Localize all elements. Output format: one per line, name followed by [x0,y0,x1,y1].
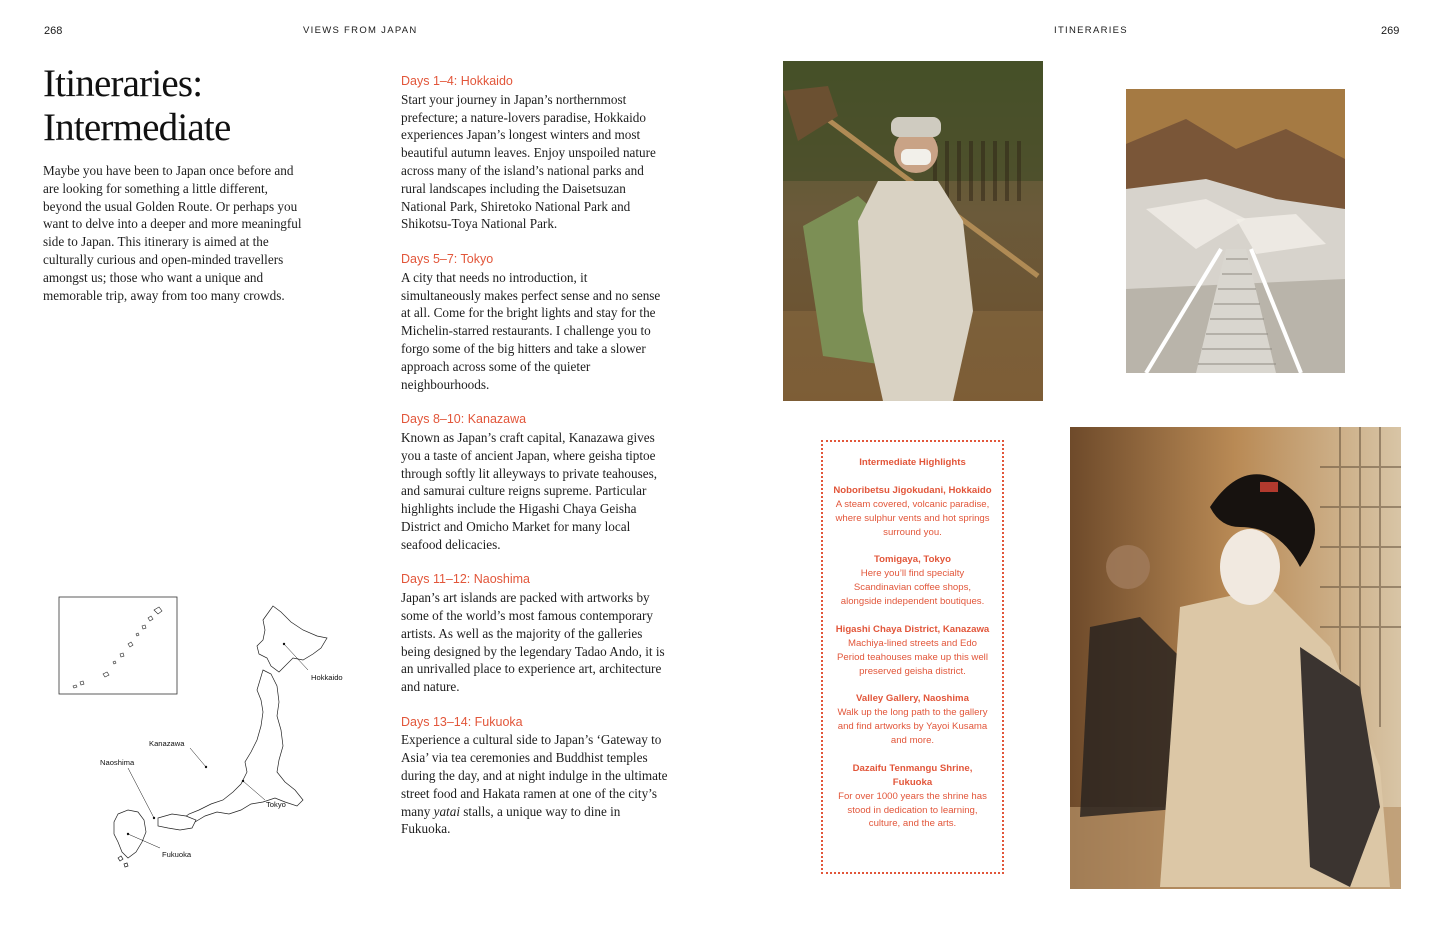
photo-geisha-image [1070,427,1401,889]
highlight-description: A steam covered, volcanic paradise, where sulphur vents and hot springs surround you. [835,498,990,538]
page-title-line-2: Intermediate [43,106,231,149]
highlight-name: Noboribetsu Jigokudani, Hokkaido [833,484,992,496]
highlight-name: Higashi Chaya District, Kanazawa [835,623,990,635]
section-heading: Days 11–12: Naoshima [401,572,531,587]
island-hokkaido [257,606,327,672]
photo-street-sweeper [783,61,1043,401]
itinerary-section [401,411,669,553]
itinerary-section [401,73,669,233]
section-body: A city that needs no introduction, it simultaneously makes perfect sense and no sense at all. Come for the bright lights and stay for the Michelin-starred restaurants. I challenge you to forgo some of the big hitters and take a slower approach across some of the quieter neighbourhoods. [401,269,661,392]
itinerary-section [401,251,669,393]
highlight-item [833,623,992,679]
section-heading: Days 8–10: Kanazawa [401,412,527,427]
section-body-text: Experience a cultural side to Japan’s ‘Gateway to Asia’ via tea ceremonies and Buddhist temples during the day, and at night indulge in the ultimate street food and Hakata ramen at one of the city’s many [401,732,668,819]
map-label-tokyo: Tokyo [266,800,286,809]
highlights-box [821,440,1004,874]
highlight-description: Here you’ll find specialty Scandinavian coffee shops, alongside independent boutiques. [840,568,985,608]
highlight-description: Walk up the long path to the gallery and find artworks by Yayoi Kusama and more. [837,707,988,747]
itinerary-section [401,714,669,839]
section-heading: Days 5–7: Tokyo [401,251,494,266]
highlight-item [833,553,992,609]
page-title-line-1: Itineraries: [43,62,203,105]
japan-map-svg [58,596,358,876]
section-heading: Days 13–14: Fukuoka [401,714,523,729]
japan-map [58,596,358,876]
section-body [401,731,669,838]
section-body: Japan’s art islands are packed with artworks by some of the world’s most famous contemporary artists. As well as the majority of the galleries being designed by the legendary Tadao Ando, it is an unrivalled place to experience art, architecture and nature. [401,590,665,695]
photo-street-sweeper-image [783,61,1043,401]
highlight-description: Machiya-lined streets and Edo Period teahouses make up this well preserved geisha district. [837,637,988,677]
highlight-item [833,484,992,540]
itinerary-column [401,73,669,856]
page-title [43,62,363,150]
page-number-left: 268 [44,25,63,37]
section-heading: Days 1–4: Hokkaido [401,74,513,88]
section-body: Start your journey in Japan’s northernmost prefecture; a nature-lovers paradise, Hokkaido experiences Japan’s longest winters and most beautiful autumn leaves. Enjoy unspoiled nature across many of the island’s national parks and rural landscapes including the Daisetsuzan National Park, Shiretoko National Park and Shikotsu-Toya National Park. [401,91,656,232]
running-header-right: ITINERARIES [1054,25,1128,36]
section-body: Known as Japan’s craft capital, Kanazawa gives you a taste of ancient Japan, where geisha tiptoe through softly lit alleyways to private teahouses, and samurai culture reigns supreme. Particular highlights include the Higashi Chaya Geisha District and Omicho Market for many local seafood delicacies. [401,429,658,552]
intro-paragraph: Maybe you have been to Japan once before and are looking for something a little different, beyond the usual Golden Route. Or perhaps you want to delve into a deeper and more meaningful side to Japan. This itinerary is aimed at the culturally curious and open-minded travellers amongst us; those who want a unique and memorable trip, away from too many crowds. [43,163,302,303]
map-label-kanazawa: Kanazawa [149,739,185,748]
map-inset-islands [73,607,162,688]
map-label-fukuoka: Fukuoka [162,850,192,859]
highlight-item [833,692,992,748]
map-label-hokkaido: Hokkaido [311,673,343,682]
map-main-islands [114,606,327,867]
highlight-name: Dazaifu Tenmangu Shrine, Fukuoka [852,762,973,788]
highlight-name: Tomigaya, Tokyo [874,554,951,566]
photo-geisha [1070,427,1401,889]
photo-volcanic-valley-image [1126,89,1345,373]
island-kyushu [114,810,146,858]
highlight-description: For over 1000 years the shrine has stood in dedication to learning, culture, and the arts. [838,790,987,830]
highlights-title: Intermediate Highlights [859,457,966,468]
running-header-left: VIEWS FROM JAPAN [303,25,418,36]
photo-volcanic-valley [1126,89,1345,373]
section-body-italic: yatai [433,803,460,819]
page-number-right: 269 [1381,25,1400,37]
highlight-item [833,762,992,832]
highlight-name: Valley Gallery, Naoshima [856,693,969,705]
section-body-text-end: stalls, a unique way to dine in Fukuoka. [401,803,621,837]
map-label-naoshima: Naoshima [100,758,135,767]
itinerary-section [401,571,669,696]
map-inset-frame [59,597,177,694]
